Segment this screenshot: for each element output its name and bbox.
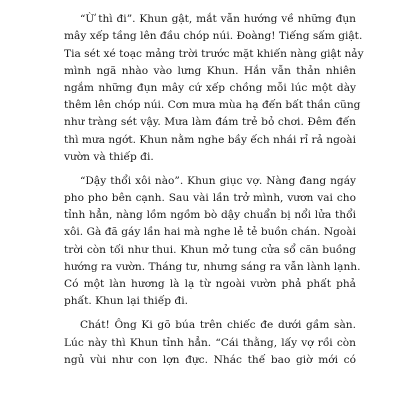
text-line: mây xếp tầng lên đầu chóp núi. Đoàng! Tiếng sấm giật. <box>64 30 363 43</box>
text-line: Lúc này thì Khun tỉnh hẳn. “Cái thằng, lấy vợ rồi còn <box>64 336 356 349</box>
text-line: Chát! Ông Ki gõ búa trên chiếc đe dưới gầm sàn. <box>80 319 356 332</box>
paragraph-gap <box>64 4 356 11</box>
text-line: “Dậy thổi xôi nào”. Khun giục vợ. Nàng đang ngáy <box>80 174 356 187</box>
text-line: Có một làn hương là lạ từ ngoài vườn phả phất phả <box>64 278 356 290</box>
text-line: mình ngã nhào vào lưng Khun. Hắn vẫn thản nhiên <box>64 64 356 77</box>
text-line: thêm lên chóp núi. Cơn mưa mùa hạ đến bất thần cũng <box>64 99 361 112</box>
body-text <box>64 0 364 369</box>
text-line: pho pho bên cạnh. Sau vài lần trở mình, vươn vai cho <box>64 192 356 205</box>
text-line: ngắm những đụn mây cứ xếp chồng mỗi lúc một dày <box>64 81 356 94</box>
text-line: “Ừ thì đi”. Khun gật, mắt vẫn hướng về những đụn <box>80 13 356 26</box>
text-line: thì mưa ngớt. Khun nằm nghe bầy ếch nhái rỉ rả ngoài <box>64 133 356 146</box>
text-line: hướng ra vườn. Tháng tư, nhưng sáng ra vẫn lành lạnh. <box>64 260 361 273</box>
text-line: xôi. Gà đã gáy lần hai mà nghe lẻ tẻ buồn chán. Ngoài <box>64 226 356 239</box>
text-line: ngủ vùi như con lợn đực. Nhác thế bao giờ mới có <box>64 353 356 366</box>
text-line: trời còn tối như thui. Khun mở tung cửa sổ căn buồng <box>64 243 356 256</box>
text-line: tỉnh hẳn, nàng lồm ngồm bò dậy chuẩn bị nổi lửa thổi <box>64 209 356 222</box>
paragraph-gap <box>64 166 356 173</box>
text-line: phất. Khun lại thiếp đi. <box>64 295 188 308</box>
text-line: như tràng sét vậy. Mưa làm đám trẻ bỏ chơi. Đêm đến <box>64 116 356 129</box>
text-line: vườn và thiếp đi. <box>64 150 154 163</box>
paragraph-gap <box>64 310 356 317</box>
text-line: Tia sét xé toạc mảng trời trước mặt khiến nàng giật nảy <box>64 47 364 60</box>
